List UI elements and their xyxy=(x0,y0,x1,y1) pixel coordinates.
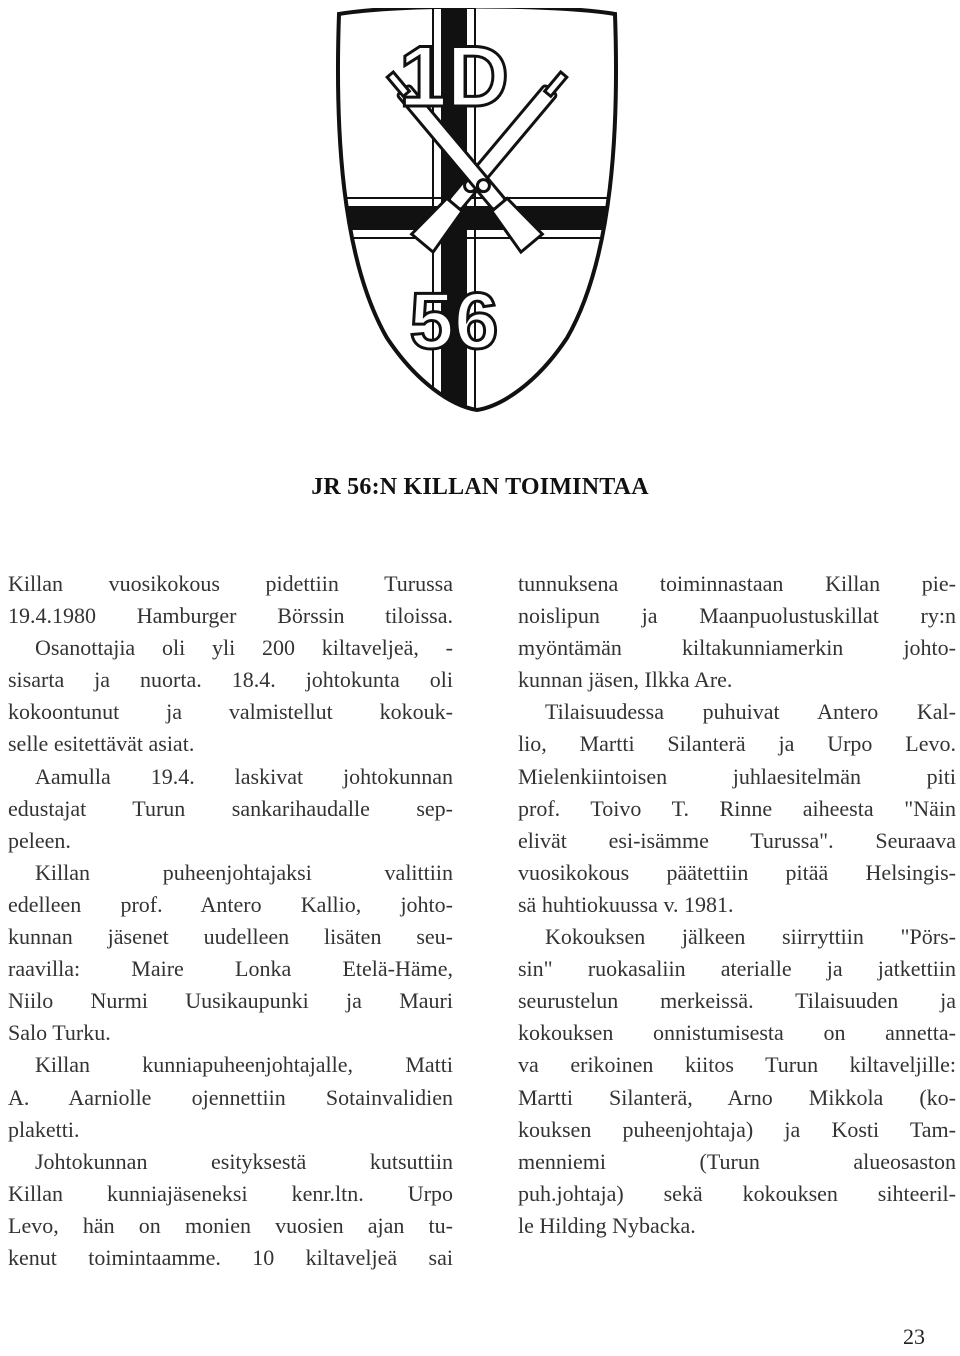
text-line: puh.johtaja) sekä kokouksen sihteeril- xyxy=(518,1180,956,1206)
text-line: kenut toimintaamme. 10 kiltaveljeä sai xyxy=(8,1244,453,1270)
text-line: Killan kunniapuheenjohtajalle, Matti xyxy=(35,1052,453,1078)
text-line: le Hilding Nybacka. xyxy=(518,1212,696,1238)
text-line: kokoontunut ja valmistellut kokouk- xyxy=(8,699,453,725)
text-line: A. Aarniolle ojennettiin Sotainvalidien xyxy=(8,1084,453,1110)
text-line: noislipun ja Maanpuolustuskillat ry:n xyxy=(518,603,956,629)
page-title: JR 56:N KILLAN TOIMINTAA xyxy=(311,474,649,500)
text-line: Mielenkiintoisen juhlaesitelmän piti xyxy=(518,763,956,789)
text-line: myöntämän kiltakunniamerkin johto- xyxy=(518,635,956,661)
text-line: Martti Silanterä, Arno Mikkola (ko- xyxy=(518,1084,956,1110)
text-line: edelleen prof. Antero Kallio, johto- xyxy=(8,891,453,917)
text-line: Tilaisuudessa puhuivat Antero Kal- xyxy=(545,699,956,725)
text-line: Killan puheenjohtajaksi valittiin xyxy=(35,859,453,885)
regiment-emblem xyxy=(327,8,627,413)
text-line: Kokouksen jälkeen siirryttiin "Pörs- xyxy=(545,924,956,950)
text-line: Niilo Nurmi Uusikaupunki ja Mauri xyxy=(8,988,453,1014)
text-line: 19.4.1980 Hamburger Börssin tiloissa. xyxy=(8,603,453,629)
text-line: seurustelun merkeissä. Tilaisuuden ja xyxy=(518,988,956,1014)
text-line: Aamulla 19.4. laskivat johtokunnan xyxy=(35,763,453,789)
emblem-top-number: 1D xyxy=(399,29,509,125)
text-line: plaketti. xyxy=(8,1116,80,1142)
text-line: prof. Toivo T. Rinne aiheesta "Näin xyxy=(518,795,956,821)
text-line: raavilla: Maire Lonka Etelä-Häme, xyxy=(8,956,453,982)
text-line: Killan vuosikokous pidettiin Turussa xyxy=(8,571,453,596)
text-line: sisarta ja nuorta. 18.4. johtokunta oli xyxy=(8,667,453,693)
text-line: va erikoinen kiitos Turun kiltaveljille: xyxy=(518,1052,956,1078)
cross-horizontal xyxy=(327,206,627,230)
text-line: menniemi (Turun alueosaston xyxy=(518,1148,956,1174)
page-number: 23 xyxy=(903,1324,925,1349)
text-line: sä huhtiokuussa v. 1981. xyxy=(518,891,734,917)
text-line: tunnuksena toiminnastaan Killan pie- xyxy=(518,571,956,596)
text-line: Salo Turku. xyxy=(8,1020,111,1046)
text-line: Killan kunniajäseneksi kenr.ltn. Urpo xyxy=(8,1180,453,1206)
text-line: elivät esi-isämme Turussa". Seuraava xyxy=(518,827,956,853)
text-line: peleen. xyxy=(8,827,71,853)
text-line: sin" ruokasaliin aterialle ja jatkettiin xyxy=(518,956,956,982)
text-line: edustajat Turun sankarihaudalle sep- xyxy=(8,795,453,821)
text-line: Johtokunnan esityksestä kutsuttiin xyxy=(35,1148,453,1174)
text-line: vuosikokous päätettiin pitää Helsingis- xyxy=(518,859,956,885)
text-line: kouksen puheenjohtaja) ja Kosti Tam- xyxy=(518,1116,956,1142)
text-line: kunnan jäsen, Ilkka Are. xyxy=(518,667,733,693)
text-line: Osanottajia oli yli 200 kiltaveljeä, - xyxy=(35,635,453,661)
right-column xyxy=(518,568,956,1242)
text-line: lio, Martti Silanterä ja Urpo Levo. xyxy=(518,731,956,757)
text-line: Levo, hän on monien vuosien ajan tu- xyxy=(8,1212,453,1238)
text-line: kunnan jäsenet uudelleen lisäten seu- xyxy=(8,924,453,950)
text-line: selle esitettävät asiat. xyxy=(8,731,195,757)
emblem-bottom-number: 56 xyxy=(409,276,499,365)
text-line: kokouksen onnistumisesta on annetta- xyxy=(518,1020,956,1046)
left-column xyxy=(8,568,453,1274)
